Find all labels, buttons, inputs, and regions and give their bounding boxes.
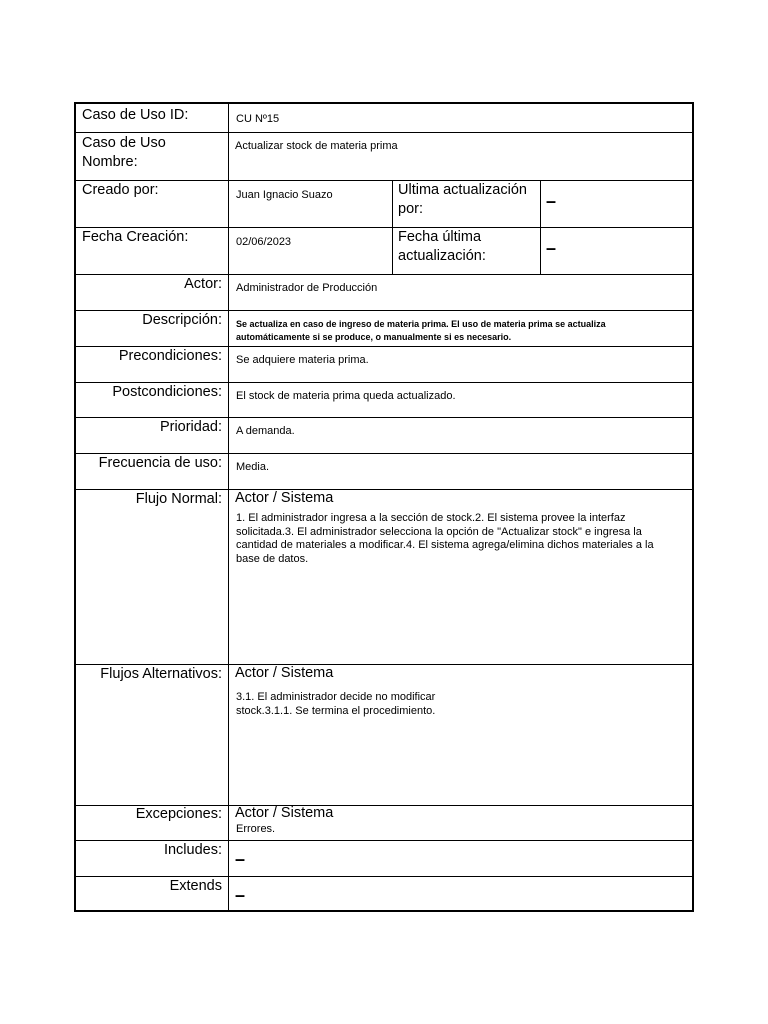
exceptions-header: Actor / Sistema xyxy=(235,805,334,821)
description-value: Se actualiza en caso de ingreso de materia prima. El uso de materia prima se actualiza automáticamente si se produce, o manualmente si es necesario. xyxy=(236,319,606,342)
actor-value: Administrador de Producción xyxy=(236,282,378,294)
actor-label: Actor: xyxy=(184,276,222,292)
description-label: Descripción: xyxy=(142,312,222,328)
frequency-value: Media. xyxy=(236,461,270,473)
created-by-value: Juan Ignacio Suazo xyxy=(236,189,333,201)
grid-line xyxy=(228,104,229,910)
use-case-id-value: CU Nº15 xyxy=(236,113,280,125)
preconditions-value: Se adquiere materia prima. xyxy=(236,354,369,366)
last-updated-by-value: – xyxy=(546,191,557,211)
postconditions-value: El stock de materia prima queda actualizado. xyxy=(236,390,456,402)
last-updated-date-label: Fecha última actualización: xyxy=(398,229,486,264)
extends-value: – xyxy=(235,885,246,905)
priority-value: A demanda. xyxy=(236,425,295,437)
exceptions-value: Errores. xyxy=(236,823,276,835)
use-case-table xyxy=(74,102,694,912)
priority-label: Prioridad: xyxy=(159,419,222,435)
extends-label: Extends xyxy=(169,878,222,894)
created-date-value: 02/06/2023 xyxy=(236,236,292,248)
created-by-label: Creado por: xyxy=(82,182,159,198)
frequency-label: Frecuencia de uso: xyxy=(98,455,222,471)
use-case-name-label: Caso de Uso Nombre: xyxy=(82,135,166,170)
grid-line xyxy=(540,180,541,274)
use-case-id-label: Caso de Uso ID: xyxy=(82,107,189,123)
includes-value: – xyxy=(235,849,246,869)
last-updated-date-value: – xyxy=(546,238,557,258)
last-updated-by-label: Ultima actualización por: xyxy=(398,182,527,217)
preconditions-label: Precondiciones: xyxy=(118,348,222,364)
grid-line xyxy=(392,180,393,274)
alt-flows-label: Flujos Alternativos: xyxy=(100,666,222,682)
grid-line xyxy=(76,132,692,133)
exceptions-label: Excepciones: xyxy=(135,806,222,822)
includes-label: Includes: xyxy=(163,842,222,858)
use-case-name-value: Actualizar stock de materia prima xyxy=(235,140,398,152)
normal-flow-value: 1. El administrador ingresa a la sección de stock.2. El sistema provee la interfaz solicitada.3. El administrador selecciona la opción de "Actualizar stock" e ingresa la cantidad de materiales a modificar.4. El sistema agrega/elimina dichos materiales a la base de datos. xyxy=(236,512,654,565)
normal-flow-label: Flujo Normal: xyxy=(135,491,222,507)
created-date-label: Fecha Creación: xyxy=(82,229,189,245)
alt-flows-value: 3.1. El administrador decide no modificar stock.3.1.1. Se termina el procedimiento. xyxy=(236,691,436,717)
alt-flows-header: Actor / Sistema xyxy=(235,665,334,681)
postconditions-label: Postcondiciones: xyxy=(112,384,222,400)
normal-flow-header: Actor / Sistema xyxy=(235,490,334,506)
